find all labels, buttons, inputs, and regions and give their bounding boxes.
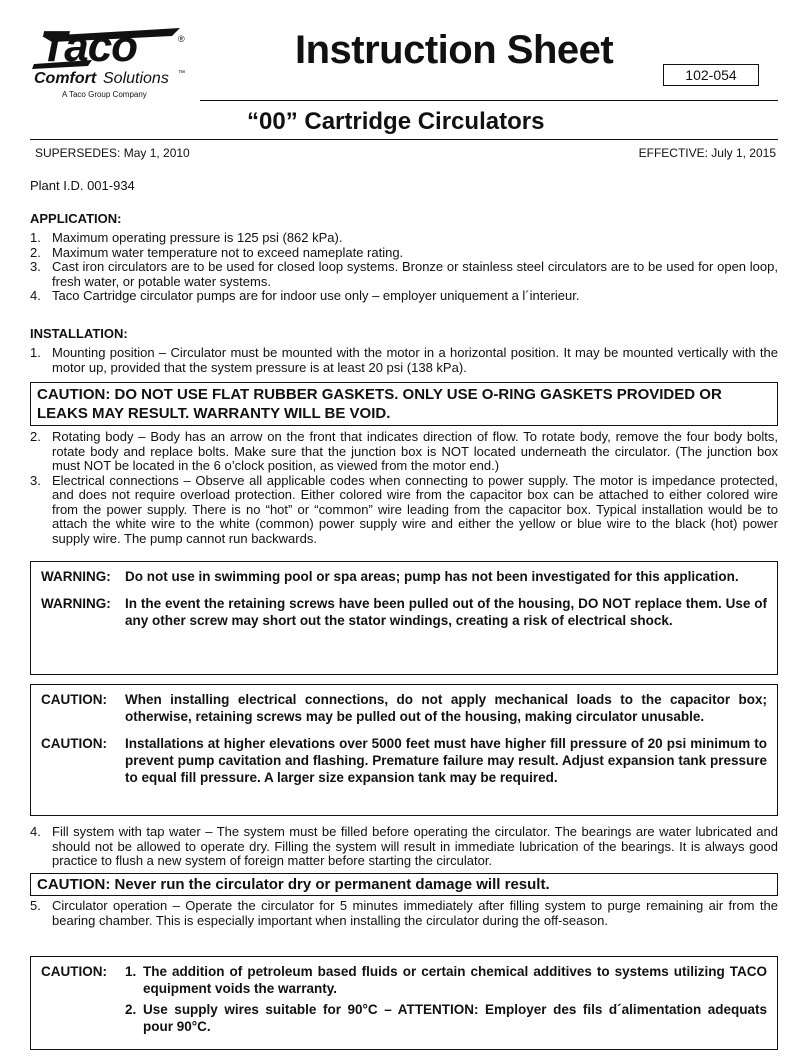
application-heading: APPLICATION: (30, 211, 122, 226)
trademark-mark: ™ (178, 70, 185, 77)
list-item: 4. Taco Cartridge circulator pumps are for indoor use only – employer uniquement a l´interieur. (30, 288, 580, 303)
page-title: Instruction Sheet (295, 28, 614, 72)
logo-comfort: Comfort (34, 70, 97, 87)
application-list (30, 231, 778, 304)
document-number: 102-054 (663, 64, 759, 86)
caution-gaskets-box: CAUTION: DO NOT USE FLAT RUBBER GASKETS. ONLY USE O-RING GASKETS PROVIDED OR LEAKS MAY RESULT. WARRANTY WILL BE VOID. (30, 382, 778, 426)
caution-item: CAUTION: 1. The addition of petroleum based fluids or certain chemical additives to systems utilizing TACO equipment voids the warranty. (41, 964, 767, 996)
taco-logo (28, 22, 198, 102)
caution-dry-box: CAUTION: Never run the circulator dry or permanent damage will result. (30, 873, 778, 896)
header-divider (200, 100, 778, 101)
installation-heading: INSTALLATION: (30, 326, 128, 341)
subtitle-divider (30, 139, 778, 140)
caution-item: 2. Use supply wires suitable for 90°C – ATTENTION: Employer des fils d´alimentation adequats pour 90°C. (125, 1002, 767, 1034)
installation-items-2-3 (30, 430, 778, 546)
supersedes-date: SUPERSEDES: May 1, 2010 (35, 146, 190, 160)
installation-item-1: 1. Mounting position – Circulator must be mounted with the motor in a horizontal position. It may be mounted vertically with the motor up, provided that the system pressure is at least 20 psi (138 kPa). (30, 345, 778, 375)
list-item: 3. Cast iron circulators are to be used for closed loop systems. Bronze or stainless steel circulators are to be used for open loop, fresh water, or potable water systems. (30, 259, 778, 289)
list-item: 1. Maximum operating pressure is 125 psi (862 kPa). (30, 230, 343, 245)
warning-box (30, 561, 778, 675)
plant-id: Plant I.D. 001-934 (30, 178, 135, 193)
caution-item: CAUTION: When installing electrical connections, do not apply mechanical loads to the capacitor box; otherwise, retaining screws may be pulled out of the housing, making circulator unusable. (41, 692, 767, 724)
logo-tagline: A Taco Group Company (62, 90, 147, 99)
page-subtitle: “00” Cartridge Circulators (247, 108, 545, 135)
installation-item-5: 5. Circulator operation – Operate the circulator for 5 minutes immediately after filling system to purge remaining air from the bearing chamber. This is especially important when installing the circulator during the off-season. (30, 898, 778, 928)
caution-box (30, 684, 778, 816)
final-caution-box (30, 956, 778, 1050)
warning-item: WARNING: In the event the retaining screws have been pulled out of the housing, DO NOT replace them. Use of any other screw may short out the stator windings, creating a risk of electrical shock. (41, 596, 767, 628)
installation-item-4: 4. Fill system with tap water – The system must be filled before operating the circulator. The bearings are water lubricated and should not be allowed to operate dry. Filling the system will result in immediate lubrication of the bearings. It is always good practice to flush a new system of foreign matter before starting the circulator. (30, 824, 778, 868)
caution-item: CAUTION: Installations at higher elevations over 5000 feet must have higher fill pressure of 20 psi minimum to prevent pump cavitation and flashing. Premature failure may result. Adjust expansion tank pressure to equal fill pressure. A larger size expansion tank may be required. (41, 736, 767, 785)
list-item: 3. Electrical connections – Observe all applicable codes when connecting to power supply. The motor is impedance protected, and does not require overload protection. Either colored wire from the capacitor box can be attached to either colored wire from the power supply. There is no “hot” or “common” wire leading from the capacitor box. Typical installation would be to attach the white wire to the white (common) power supply wire and either the yellow or blue wire to the black (hot) power supply wire. The pump cannot run backwards. (30, 472, 778, 546)
warning-item: WARNING: Do not use in swimming pool or spa areas; pump has not been investigated for this application. (41, 569, 739, 584)
logo-solutions: Solutions (103, 70, 169, 87)
effective-date: EFFECTIVE: July 1, 2015 (638, 146, 776, 160)
registered-mark: ® (178, 34, 185, 44)
list-item: 2. Rotating body – Body has an arrow on the front that indicates direction of flow. To rotate body, remove the four body bolts, rotate body and replace bolts. Make sure that the junction box is NOT located underneath the circulator. (The junction box must NOT be located in the 6 o’clock position, as viewed from the motor end.) (30, 429, 778, 473)
logo-brand: Taco (40, 22, 138, 71)
list-item: 2. Maximum water temperature not to exceed nameplate rating. (30, 244, 404, 260)
